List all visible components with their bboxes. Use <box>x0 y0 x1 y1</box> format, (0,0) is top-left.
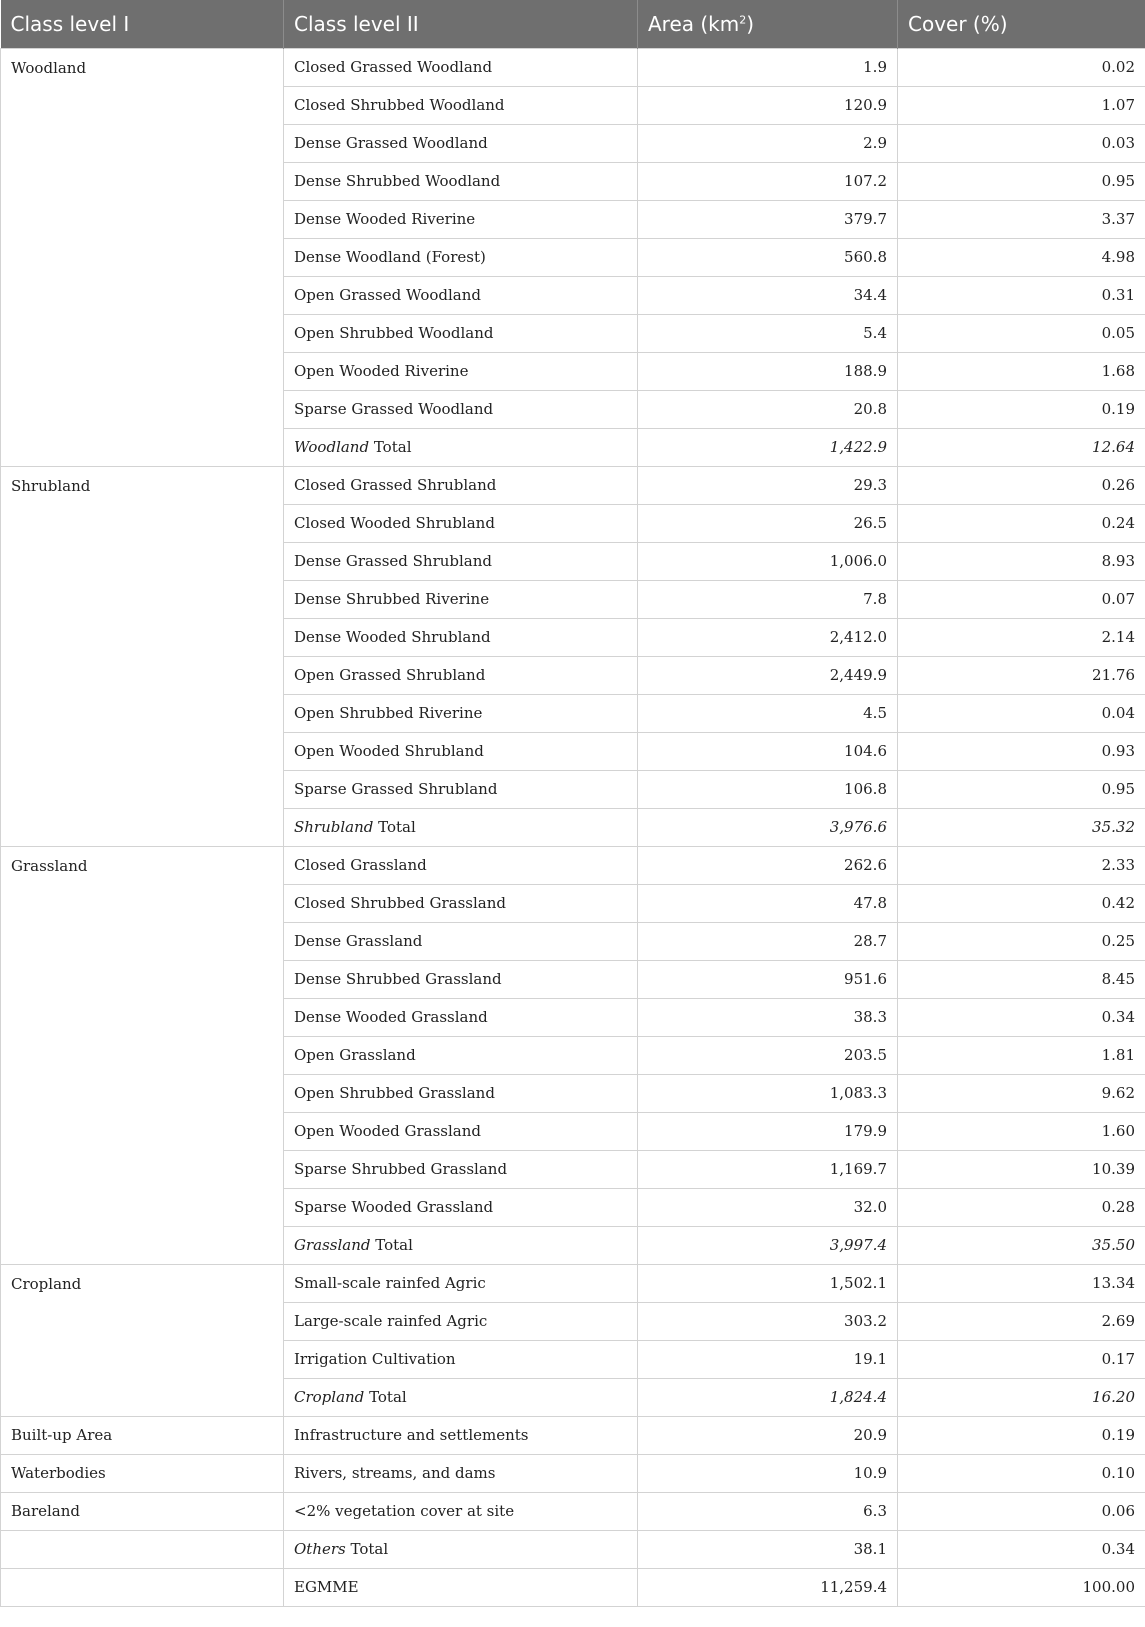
class-level-2-cell: Open Wooded Shrubland <box>284 732 638 770</box>
class-level-2-cell: Irrigation Cultivation <box>284 1340 638 1378</box>
class-level-2-cell: Closed Shrubbed Woodland <box>284 86 638 124</box>
table-row <box>1 846 1145 884</box>
class-grassland: Grassland <box>1 846 284 1264</box>
cover-cell: 0.06 <box>898 1492 1145 1530</box>
cover-cell: 0.95 <box>898 162 1145 200</box>
area-cell: 1,083.3 <box>638 1074 898 1112</box>
area-cell: 120.9 <box>638 86 898 124</box>
area-cell: 951.6 <box>638 960 898 998</box>
area-cell: 20.8 <box>638 390 898 428</box>
class-level-2-cell: Dense Woodland (Forest) <box>284 238 638 276</box>
area-cell: 47.8 <box>638 884 898 922</box>
class-bareland: Bareland <box>1 1492 284 1530</box>
subtotal-cover: 12.64 <box>898 428 1145 466</box>
cover-cell: 1.81 <box>898 1036 1145 1074</box>
cover-cell: 0.28 <box>898 1188 1145 1226</box>
class-cropland: Cropland <box>1 1264 284 1416</box>
cover-cell: 8.45 <box>898 960 1145 998</box>
table-row <box>1 1416 1145 1454</box>
class-level-2-cell: Large-scale rainfed Agric <box>284 1302 638 1340</box>
area-cell: 20.9 <box>638 1416 898 1454</box>
table-row <box>1 1454 1145 1492</box>
subtotal-suffix: Total <box>364 1388 407 1406</box>
class-level-2-cell: Open Shrubbed Riverine <box>284 694 638 732</box>
cover-cell: 0.03 <box>898 124 1145 162</box>
class-woodland: Woodland <box>1 48 284 466</box>
subtotal-cover: 0.34 <box>898 1530 1145 1568</box>
class-level-2-cell: Dense Grassed Woodland <box>284 124 638 162</box>
header-area-prefix: Area (km <box>648 11 740 36</box>
class-shrubland: Shrubland <box>1 466 284 846</box>
class-level-2-cell: Dense Wooded Shrubland <box>284 618 638 656</box>
area-cell: 1,169.7 <box>638 1150 898 1188</box>
header-area-sup: 2 <box>739 13 747 27</box>
area-cell: 5.4 <box>638 314 898 352</box>
subtotal-cover: 35.32 <box>898 808 1145 846</box>
subtotal-suffix: Total <box>373 818 416 836</box>
subtotal-label <box>284 428 638 466</box>
class-level-2-cell: Sparse Grassed Shrubland <box>284 770 638 808</box>
header-cover: Cover (%) <box>898 0 1145 48</box>
area-cell: 1.9 <box>638 48 898 86</box>
cover-cell: 8.93 <box>898 542 1145 580</box>
area-cell: 28.7 <box>638 922 898 960</box>
cover-cell: 13.34 <box>898 1264 1145 1302</box>
class-level-2-cell: Open Grassland <box>284 1036 638 1074</box>
cover-cell: 2.69 <box>898 1302 1145 1340</box>
cover-cell: 1.60 <box>898 1112 1145 1150</box>
class-level-2-cell: Dense Wooded Grassland <box>284 998 638 1036</box>
area-cell: 106.8 <box>638 770 898 808</box>
class-level-2-cell: Closed Wooded Shrubland <box>284 504 638 542</box>
subtotal-class: Cropland <box>294 1388 365 1406</box>
subtotal-label <box>284 1530 638 1568</box>
subtotal-area: 3,976.6 <box>638 808 898 846</box>
area-cell: 38.3 <box>638 998 898 1036</box>
subtotal-class: Shrubland <box>294 818 374 836</box>
area-cell: 6.3 <box>638 1492 898 1530</box>
area-cell: 4.5 <box>638 694 898 732</box>
area-cell: 26.5 <box>638 504 898 542</box>
area-cell: 188.9 <box>638 352 898 390</box>
class-level-2-cell: Open Wooded Grassland <box>284 1112 638 1150</box>
cover-cell: 2.33 <box>898 846 1145 884</box>
table-row <box>1 1492 1145 1530</box>
cover-cell: 0.93 <box>898 732 1145 770</box>
subtotal-suffix: Total <box>345 1540 389 1558</box>
area-cell: 32.0 <box>638 1188 898 1226</box>
subtotal-cover: 35.50 <box>898 1226 1145 1264</box>
class-level-2-cell: Small-scale rainfed Agric <box>284 1264 638 1302</box>
area-cell: 29.3 <box>638 466 898 504</box>
area-cell: 203.5 <box>638 1036 898 1074</box>
grand-total-label: EGMME <box>284 1568 638 1606</box>
cover-cell: 0.42 <box>898 884 1145 922</box>
class-level-2-cell: Infrastructure and settlements <box>284 1416 638 1454</box>
cover-cell: 0.26 <box>898 466 1145 504</box>
area-cell: 107.2 <box>638 162 898 200</box>
class-level-2-cell: Dense Grassed Shrubland <box>284 542 638 580</box>
subtotal-area: 1,422.9 <box>638 428 898 466</box>
area-cell: 2,449.9 <box>638 656 898 694</box>
header-class-level-1: Class level I <box>1 0 284 48</box>
subtotal-row <box>1 1530 1145 1568</box>
class-level-2-cell: <2% vegetation cover at site <box>284 1492 638 1530</box>
grand-total-cover: 100.00 <box>898 1568 1145 1606</box>
area-cell: 2.9 <box>638 124 898 162</box>
area-cell: 179.9 <box>638 1112 898 1150</box>
subtotal-area: 38.1 <box>638 1530 898 1568</box>
area-cell: 303.2 <box>638 1302 898 1340</box>
cover-cell: 0.25 <box>898 922 1145 960</box>
header-class-level-2: Class level II <box>284 0 638 48</box>
class-level-2-cell: Dense Grassland <box>284 922 638 960</box>
area-cell: 19.1 <box>638 1340 898 1378</box>
area-cell: 560.8 <box>638 238 898 276</box>
cover-cell: 1.68 <box>898 352 1145 390</box>
cover-cell: 0.05 <box>898 314 1145 352</box>
cover-cell: 4.98 <box>898 238 1145 276</box>
cover-cell: 0.31 <box>898 276 1145 314</box>
subtotal-area: 3,997.4 <box>638 1226 898 1264</box>
header-area-suffix: ) <box>746 11 755 36</box>
area-cell: 2,412.0 <box>638 618 898 656</box>
cover-cell: 10.39 <box>898 1150 1145 1188</box>
class-level-2-cell: Dense Shrubbed Woodland <box>284 162 638 200</box>
class-level-2-cell: Closed Grassed Shrubland <box>284 466 638 504</box>
cover-cell: 0.04 <box>898 694 1145 732</box>
subtotal-label <box>284 1226 638 1264</box>
class-level-2-cell: Closed Grassland <box>284 846 638 884</box>
area-cell: 7.8 <box>638 580 898 618</box>
header-row <box>1 0 1145 48</box>
cover-cell: 0.10 <box>898 1454 1145 1492</box>
cover-cell: 9.62 <box>898 1074 1145 1112</box>
area-cell: 34.4 <box>638 276 898 314</box>
table-body <box>1 48 1145 1606</box>
area-cell: 1,006.0 <box>638 542 898 580</box>
cover-cell: 0.02 <box>898 48 1145 86</box>
grand-total-row <box>1 1568 1145 1606</box>
class-level-2-cell: Dense Shrubbed Grassland <box>284 960 638 998</box>
class-level-2-cell: Closed Grassed Woodland <box>284 48 638 86</box>
class-level-2-cell: Dense Wooded Riverine <box>284 200 638 238</box>
subtotal-cover: 16.20 <box>898 1378 1145 1416</box>
cover-cell: 0.19 <box>898 1416 1145 1454</box>
empty-cell <box>1 1530 284 1568</box>
subtotal-class: Others <box>294 1540 346 1558</box>
class-level-2-cell: Closed Shrubbed Grassland <box>284 884 638 922</box>
cover-cell: 0.24 <box>898 504 1145 542</box>
class-built-up-area: Built-up Area <box>1 1416 284 1454</box>
cover-cell: 3.37 <box>898 200 1145 238</box>
area-cell: 262.6 <box>638 846 898 884</box>
cover-cell: 0.95 <box>898 770 1145 808</box>
class-level-2-cell: Open Shrubbed Woodland <box>284 314 638 352</box>
class-level-2-cell: Open Shrubbed Grassland <box>284 1074 638 1112</box>
class-level-2-cell: Sparse Grassed Woodland <box>284 390 638 428</box>
area-cell: 10.9 <box>638 1454 898 1492</box>
area-cell: 104.6 <box>638 732 898 770</box>
subtotal-class: Grassland <box>294 1236 371 1254</box>
table-header <box>1 0 1145 48</box>
table-row <box>1 466 1145 504</box>
cover-cell: 0.34 <box>898 998 1145 1036</box>
class-waterbodies: Waterbodies <box>1 1454 284 1492</box>
cover-cell: 21.76 <box>898 656 1145 694</box>
area-cell: 1,502.1 <box>638 1264 898 1302</box>
empty-cell <box>1 1568 284 1606</box>
class-level-2-cell: Dense Shrubbed Riverine <box>284 580 638 618</box>
class-level-2-cell: Rivers, streams, and dams <box>284 1454 638 1492</box>
table-row <box>1 1264 1145 1302</box>
class-level-2-cell: Sparse Shrubbed Grassland <box>284 1150 638 1188</box>
subtotal-class: Woodland <box>294 438 370 456</box>
subtotal-suffix: Total <box>370 1236 413 1254</box>
area-cell: 379.7 <box>638 200 898 238</box>
grand-total-area: 11,259.4 <box>638 1568 898 1606</box>
table-row <box>1 48 1145 86</box>
cover-cell: 0.19 <box>898 390 1145 428</box>
subtotal-area: 1,824.4 <box>638 1378 898 1416</box>
cover-cell: 0.17 <box>898 1340 1145 1378</box>
subtotal-label <box>284 1378 638 1416</box>
cover-cell: 2.14 <box>898 618 1145 656</box>
subtotal-suffix: Total <box>369 438 412 456</box>
class-level-2-cell: Open Wooded Riverine <box>284 352 638 390</box>
cover-cell: 0.07 <box>898 580 1145 618</box>
subtotal-label <box>284 808 638 846</box>
class-level-2-cell: Open Grassed Woodland <box>284 276 638 314</box>
header-area <box>638 0 898 48</box>
class-level-2-cell: Sparse Wooded Grassland <box>284 1188 638 1226</box>
cover-cell: 1.07 <box>898 86 1145 124</box>
class-level-2-cell: Open Grassed Shrubland <box>284 656 638 694</box>
